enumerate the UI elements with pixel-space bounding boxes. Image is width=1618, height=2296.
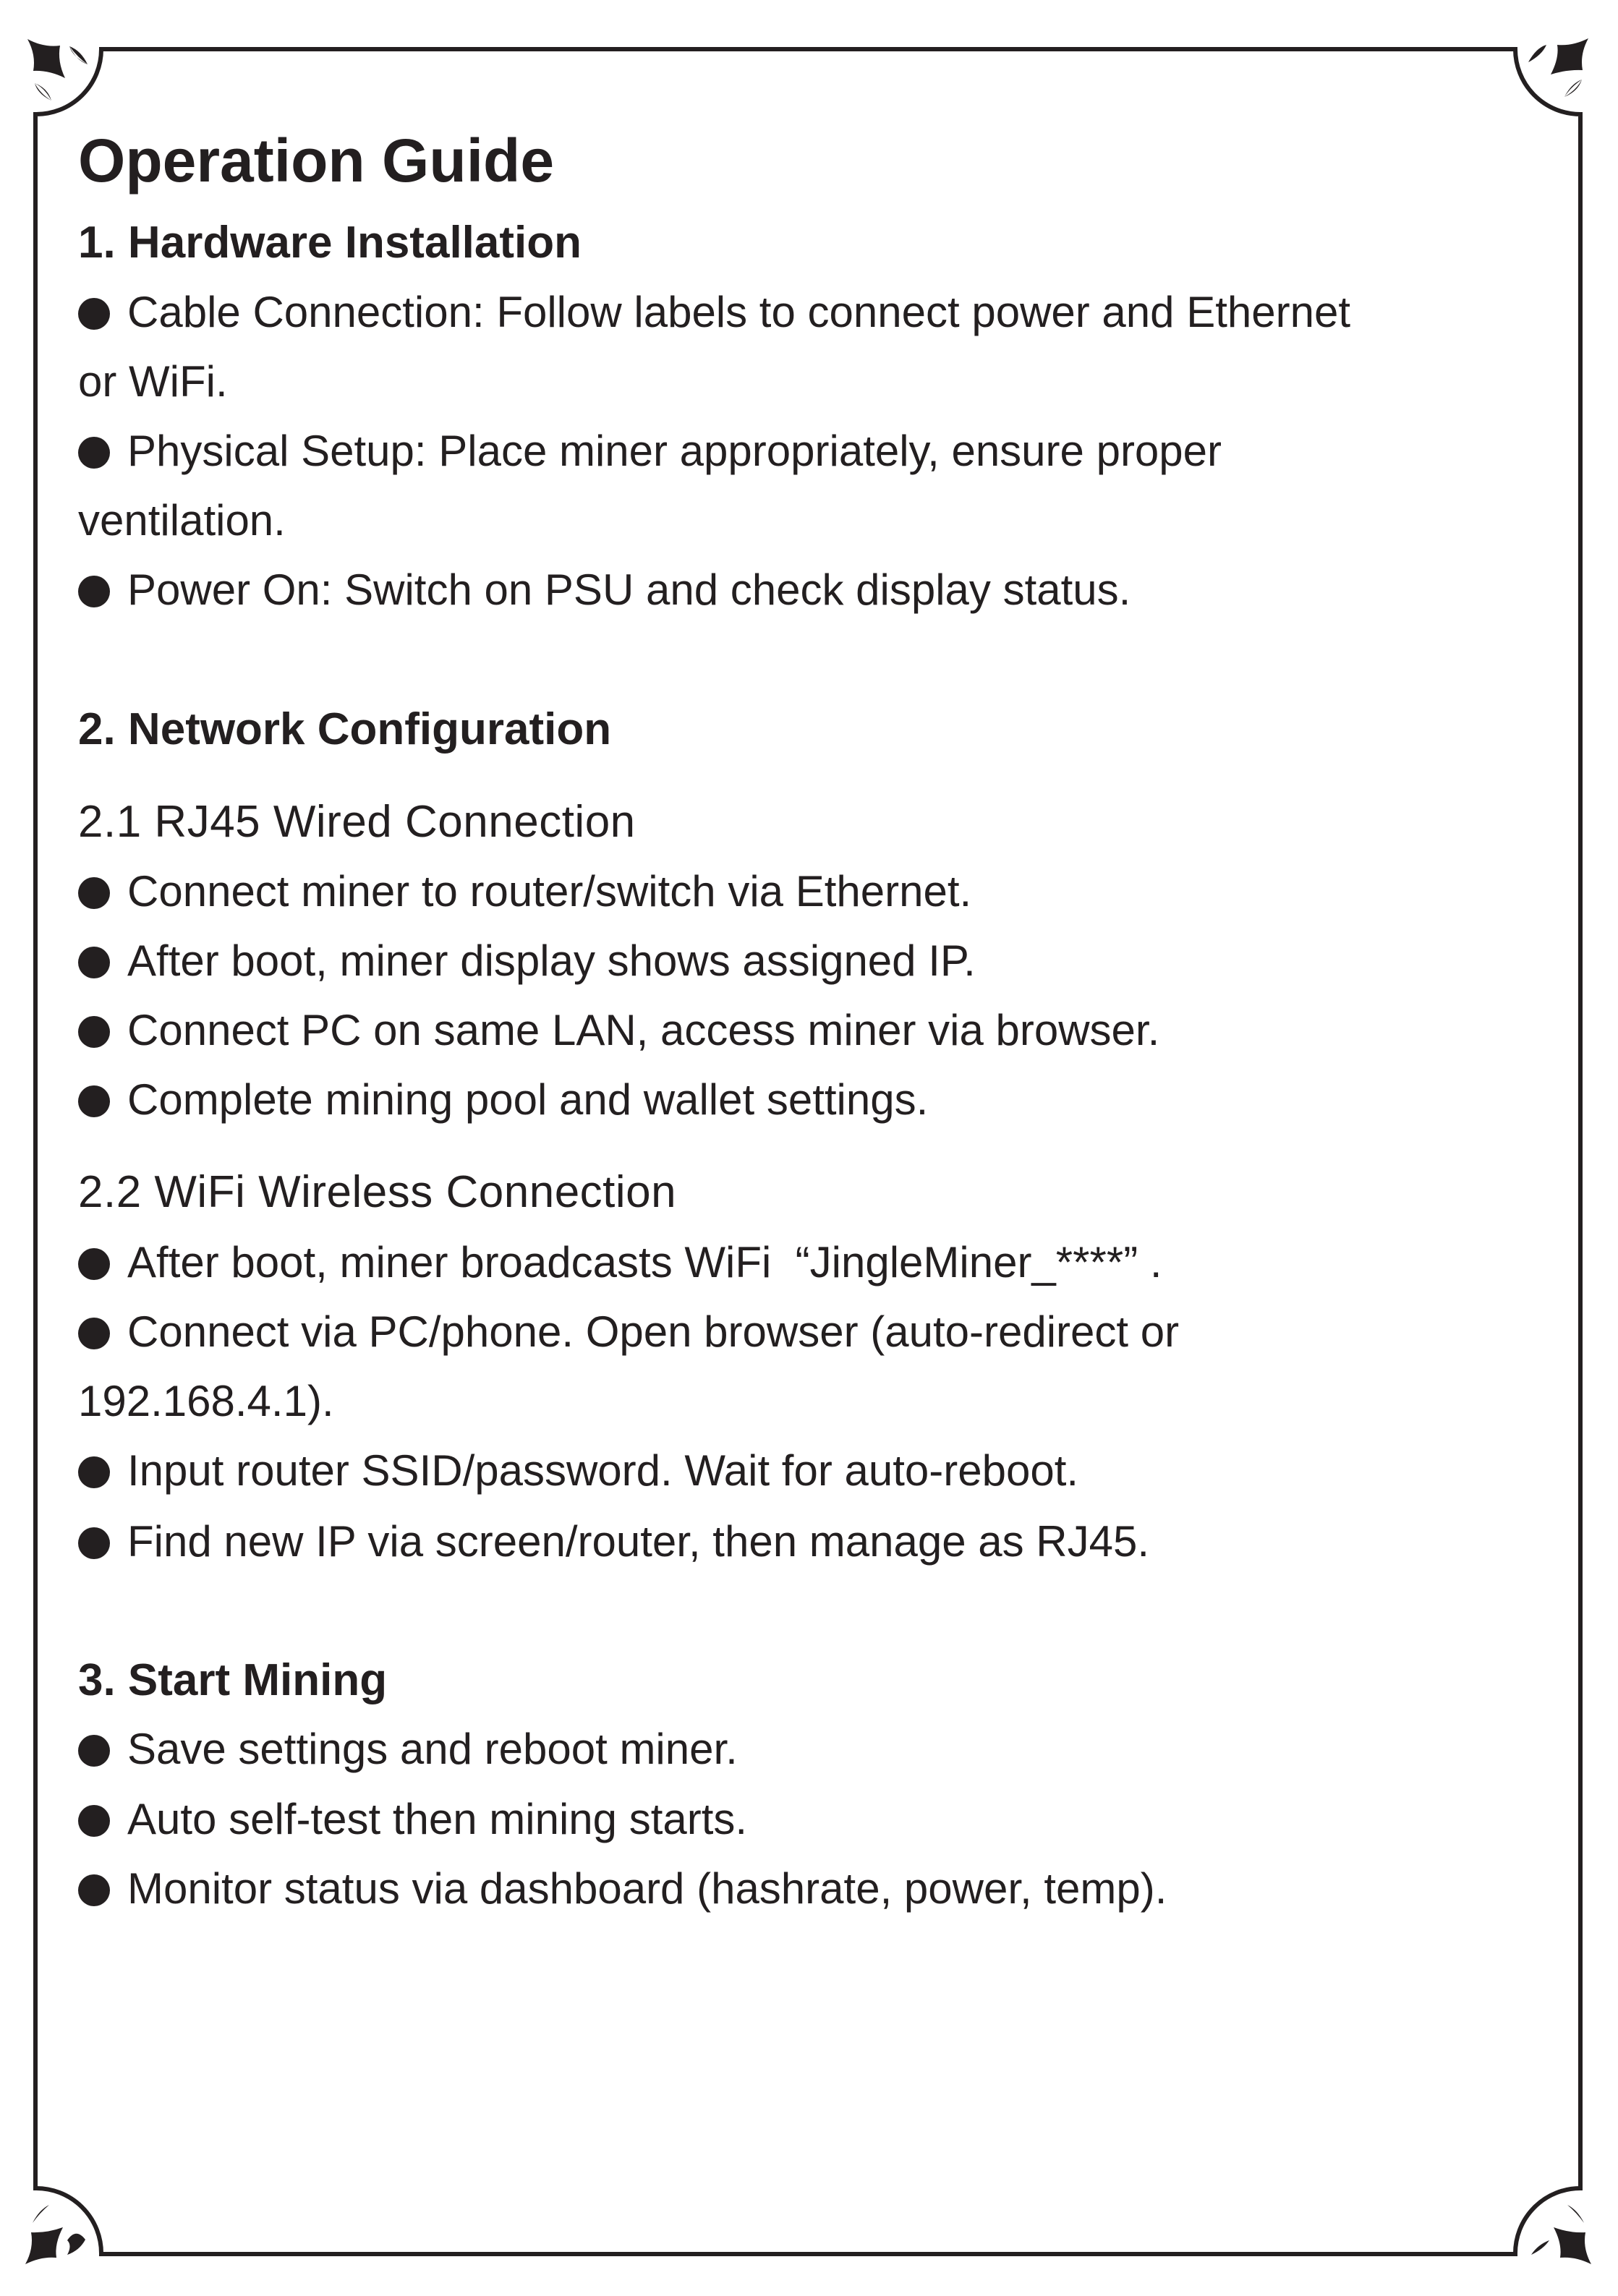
list-item-text: Connect via PC/phone. Open browser (auto-redirect or [127, 1307, 1180, 1356]
bullet-icon [78, 576, 110, 607]
list-item-text: Cable Connection: Follow labels to connect power and Ethernet [127, 288, 1351, 336]
bullet-icon [78, 1016, 110, 1048]
page-title: Operation Guide [78, 127, 555, 195]
section-heading-start-mining: 3. Start Mining [78, 1655, 388, 1705]
list-item [78, 288, 1351, 336]
list-item-text: Power On: Switch on PSU and check display status. [127, 566, 1131, 614]
list-item-continuation: ventilation. [78, 496, 286, 545]
list-item [78, 1795, 748, 1843]
list-item [78, 867, 972, 916]
list-item [78, 1238, 1162, 1286]
bullet-icon [78, 1874, 110, 1906]
list-item [78, 568, 1131, 612]
list-item [78, 1006, 1160, 1054]
bullet-icon [78, 1248, 110, 1280]
corner-ornament-bottom-right [1531, 2205, 1591, 2264]
list-item [78, 1446, 1079, 1495]
corner-ornament-top-left [27, 39, 88, 101]
bullet-icon [78, 1318, 110, 1349]
list-item [78, 1517, 1150, 1566]
list-item-text: Connect PC on same LAN, access miner via browser. [127, 1006, 1160, 1054]
list-item-text: Save settings and reboot miner. [127, 1725, 738, 1773]
list-item [78, 1307, 1180, 1356]
bullet-icon [78, 1735, 110, 1767]
list-item-text: After boot, miner display shows assigned IP. [127, 936, 976, 985]
list-item-text: Find new IP via screen/router, then manage as RJ45. [127, 1517, 1150, 1566]
list-item-continuation: 192.168.4.1). [78, 1377, 334, 1425]
bullet-icon [78, 1456, 110, 1488]
list-item-text: Input router SSID/password. Wait for auto-reboot. [127, 1446, 1079, 1495]
list-item-continuation: or WiFi. [78, 357, 228, 406]
list-item [78, 1864, 1167, 1913]
list-item-text: Connect miner to router/switch via Ethernet. [127, 867, 972, 916]
bullet-icon [78, 1805, 110, 1837]
bullet-icon [78, 1527, 110, 1559]
section-heading-hardware: 1. Hardware Installation [78, 218, 582, 268]
list-item [78, 1075, 929, 1124]
bullet-icon [78, 437, 110, 469]
bullet-icon [78, 1085, 110, 1117]
bullet-icon [78, 298, 110, 330]
corner-ornament-top-right [1528, 38, 1588, 97]
list-item-text: After boot, miner broadcasts WiFi “JingleMiner_****” . [127, 1238, 1162, 1286]
list-item-text: Auto self-test then mining starts. [127, 1795, 748, 1843]
bullet-icon [78, 877, 110, 909]
list-item-text: Physical Setup: Place miner appropriately, ensure proper [127, 427, 1222, 475]
section-heading-network: 2. Network Configuration [78, 704, 612, 754]
list-item [78, 427, 1222, 475]
list-item [78, 1725, 738, 1773]
list-item-text: Monitor status via dashboard (hashrate, power, temp). [127, 1864, 1167, 1913]
border-frame [35, 49, 1580, 2254]
subsection-heading-rj45: 2.1 RJ45 Wired Connection [78, 797, 636, 847]
list-item [78, 936, 976, 985]
subsection-heading-wifi: 2.2 WiFi Wireless Connection [78, 1167, 677, 1217]
bullet-icon [78, 947, 110, 978]
list-item-text: Complete mining pool and wallet settings. [127, 1075, 929, 1124]
corner-ornament-bottom-left [25, 2205, 85, 2264]
